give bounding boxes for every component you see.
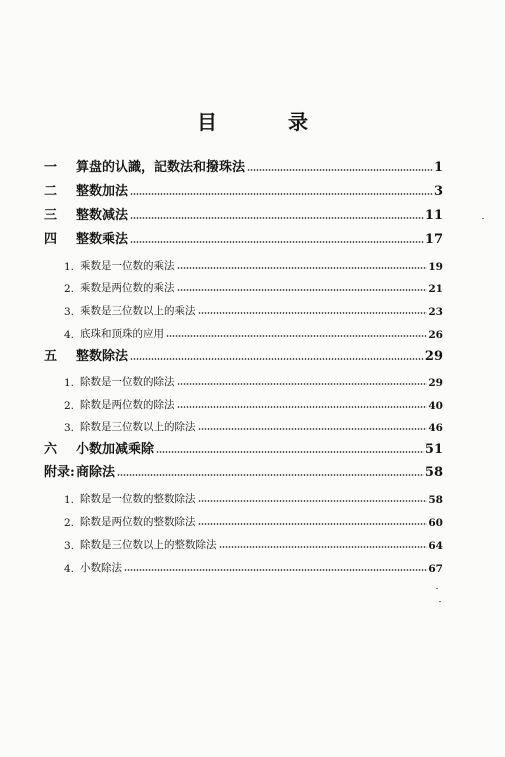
- toc-entry-label: 商除法: [76, 465, 116, 480]
- toc-section-entry: [64, 509, 443, 529]
- dot-leader: [177, 288, 428, 292]
- toc-entry-label: 小数加减乘除: [76, 442, 155, 457]
- toc-entry-page-number: 26: [428, 329, 443, 341]
- toc-chapter-entry: [44, 155, 443, 175]
- toc-entry-label: 整数乘法: [76, 232, 129, 247]
- toc-entry-label: 整数加法: [76, 184, 129, 199]
- toc-entry-page-number: 21: [428, 283, 443, 295]
- toc-entry-number: 三: [44, 208, 58, 223]
- dot-leader: [177, 405, 428, 409]
- toc-entry-page-number: 67: [428, 563, 443, 575]
- toc-entry-number: 3.: [64, 306, 75, 318]
- page-title: 目 录: [197, 110, 340, 134]
- toc-entry-page-number: 58: [424, 465, 443, 480]
- toc-section-entry: [64, 555, 443, 575]
- toc-chapter-entry: [44, 227, 443, 247]
- dot-leader: [198, 427, 428, 431]
- toc-entry-number: 2.: [64, 517, 75, 529]
- toc-section-entry: [64, 414, 443, 434]
- toc-entry-number: 附录:: [44, 465, 75, 480]
- toc-entry-page-number: 17: [424, 232, 443, 247]
- toc-entry-number: 六: [44, 442, 58, 457]
- dot-leader: [130, 192, 433, 196]
- dot-leader: [117, 473, 424, 477]
- dot-leader: [177, 266, 428, 270]
- toc-section-entry: [64, 298, 443, 318]
- toc-entry-label: 整数减法: [76, 208, 129, 223]
- toc-entry-label: 除数是两位数的整数除法: [80, 516, 196, 528]
- toc-entry-number: 1.: [64, 494, 75, 506]
- toc-section-entry: [64, 486, 443, 506]
- toc-entry-number: 二: [44, 184, 58, 199]
- toc-section-entry: [64, 369, 443, 389]
- toc-entry-page-number: 29: [424, 349, 443, 364]
- toc-entry-number: 四: [44, 232, 58, 247]
- toc-entry-label: 除数是三位数以上的除法: [80, 421, 196, 433]
- dot-leader: [130, 240, 424, 244]
- toc-section-entry: [64, 253, 443, 273]
- toc-entry-label: 乘数是三位数以上的乘法: [80, 305, 196, 317]
- toc-entry-number: 1.: [64, 261, 75, 273]
- scan-speck: [436, 588, 438, 589]
- toc-entry-page-number: 3: [433, 184, 443, 199]
- toc-entry-label: 乘数是两位数的乘法: [80, 282, 175, 294]
- dot-leader: [198, 499, 428, 503]
- dot-leader: [166, 334, 427, 338]
- toc-entry-number: 2.: [64, 283, 75, 295]
- toc-entry-number: 4.: [64, 329, 75, 341]
- toc-section-entry: [64, 532, 443, 552]
- toc-entry-page-number: 64: [428, 540, 443, 552]
- toc-entry-label: 算盘的认識，記数法和撥珠法: [76, 160, 246, 175]
- toc-entry-label: 除数是一位数的除法: [80, 376, 175, 388]
- toc-entry-label: 除数是一位数的整数除法: [80, 493, 196, 505]
- toc-entry-number: 1.: [64, 377, 75, 389]
- toc-chapter-entry: [44, 437, 443, 457]
- toc-section-entry: [64, 321, 443, 341]
- dot-leader: [130, 216, 424, 220]
- toc-entry-label: 乘数是一位数的乘法: [80, 260, 175, 272]
- toc-entry-page-number: 1: [433, 160, 443, 175]
- toc-entry-page-number: 51: [424, 442, 443, 457]
- toc-entry-label: 小数除法: [80, 562, 122, 574]
- toc-entry-number: 4.: [64, 563, 75, 575]
- dot-leader: [124, 568, 427, 572]
- toc-section-entry: [64, 392, 443, 412]
- toc-entry-number: 2.: [64, 400, 75, 412]
- scan-speck: [482, 218, 484, 219]
- toc-chapter-entry: [44, 460, 443, 480]
- toc-entry-number: 3.: [64, 422, 75, 434]
- toc-chapter-entry: [44, 203, 443, 223]
- toc-chapter-entry: [44, 344, 443, 364]
- dot-leader: [219, 545, 428, 549]
- toc-entry-page-number: 11: [424, 208, 443, 223]
- toc-chapter-entry: [44, 179, 443, 199]
- toc-entry-page-number: 19: [428, 261, 443, 273]
- dot-leader: [130, 357, 424, 361]
- toc-entry-page-number: 23: [428, 306, 443, 318]
- toc-entry-page-number: 29: [428, 377, 443, 389]
- toc-entry-number: 一: [44, 160, 58, 175]
- toc-entry-number: 五: [44, 349, 58, 364]
- dot-leader: [198, 311, 428, 315]
- dot-leader: [156, 450, 424, 454]
- dot-leader: [177, 382, 428, 386]
- dot-leader: [247, 168, 433, 172]
- toc-section-entry: [64, 275, 443, 295]
- toc-entry-number: 3.: [64, 540, 75, 552]
- toc-entry-page-number: 60: [428, 517, 443, 529]
- toc-entry-label: 除数是三位数以上的整数除法: [80, 539, 217, 551]
- dot-leader: [198, 522, 428, 526]
- toc-entry-label: 底珠和顶珠的应用: [80, 328, 164, 340]
- toc-entry-page-number: 46: [428, 422, 443, 434]
- scan-speck: [439, 601, 441, 602]
- toc-entry-page-number: 58: [428, 494, 443, 506]
- toc-entry-label: 整数除法: [76, 349, 129, 364]
- toc-entry-page-number: 40: [428, 400, 443, 412]
- toc-entry-label: 除数是两位数的除法: [80, 399, 175, 411]
